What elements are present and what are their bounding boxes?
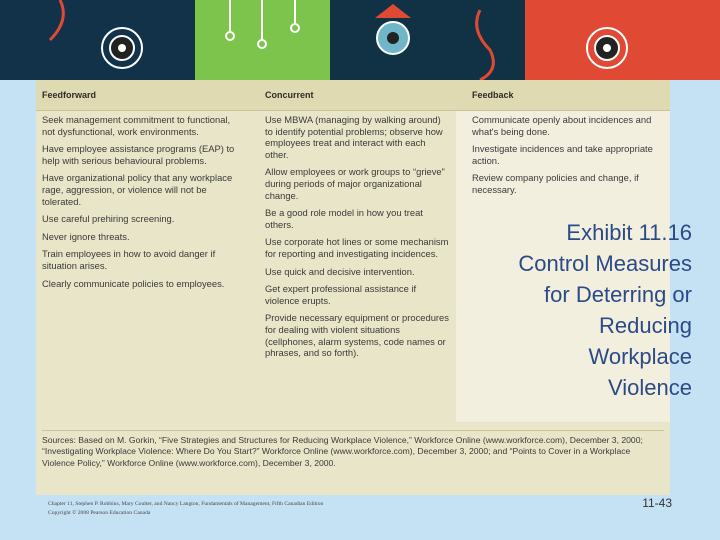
footer-citation-block	[48, 500, 323, 518]
list-item: Have organizational policy that any workplace rage, aggression, or violence will not be tolerated.	[42, 172, 233, 207]
sources-note: Sources: Based on M. Gorkin, “Five Strategies and Structures for Reducing Workplace Violence,” Workforce Online (www.workforce.com), December 3, 2000; “Investigating Workplace Violence: Where Do You Start?” Workforce Online (www.workforce.com), December 3, 2000; and “Points to Cover in a Workplace Violence Policy,” Workforce Online (www.workforce.com), December 3, 2000.	[42, 430, 664, 469]
list-item: Train employees in how to avoid danger if situation arises.	[42, 248, 216, 271]
list-item: Have employee assistance programs (EAP) to help with serious behavioural problems.	[42, 143, 235, 166]
list-item: Provide necessary equipment or procedures for dealing with violent situations (cellphones, alarm systems, code names or phrases, and so forth).	[265, 312, 449, 359]
list-item: Use quick and decisive intervention.	[265, 265, 415, 277]
column-header-feedforward: Feedforward	[42, 90, 97, 100]
footer-copyright: Copyright © 2008 Pearson Education Canada	[48, 510, 151, 516]
list-item: Never ignore threats.	[42, 230, 130, 242]
bullseye-icon	[587, 28, 627, 68]
footer-citation: Chapter 11, Stephen P. Robbins, Mary Coulter, and Nancy Langton, Fundamentals of Management, Fifth Canadian Edition	[48, 501, 324, 507]
list-item: Use MBWA (managing by walking around) to identify potential problems; observe how employees treat and interact with each other.	[265, 114, 443, 160]
list-item: Communicate openly about incidences and what's being done.	[472, 114, 652, 137]
bullseye-icon	[102, 28, 142, 68]
list-item: Use careful prehiring screening.	[42, 213, 175, 225]
exhibit-title: Exhibit 11.16 Control Measures for Deterring or Reducing Workplace Violence	[518, 220, 692, 400]
slide-number: 11-43	[642, 496, 672, 510]
list-item: Be a good role model in how you treat others.	[265, 207, 423, 230]
concurrent-column	[265, 114, 449, 365]
feedback-column	[472, 114, 664, 202]
decorative-banner	[0, 0, 720, 80]
column-header-feedback: Feedback	[472, 90, 514, 100]
table-header-row	[36, 80, 670, 111]
list-item: Allow employees or work groups to “grieve” during periods of major organizational change.	[265, 166, 445, 201]
list-item: Review company policies and change, if necessary.	[472, 172, 639, 195]
bullseye-icon	[375, 4, 411, 54]
lollipop-icon	[226, 0, 299, 48]
list-item: Get expert professional assistance if violence erupts.	[265, 283, 417, 306]
list-item: Investigate incidences and take appropriate action.	[472, 143, 653, 166]
list-item: Clearly communicate policies to employees.	[42, 277, 225, 289]
feedforward-column	[42, 114, 238, 295]
list-item: Use corporate hot lines or some mechanism for reporting and investigating incidences.	[265, 236, 449, 259]
banner-ornaments	[0, 0, 720, 80]
list-item: Seek management commitment to functional, not dysfunctional, work environments.	[42, 114, 231, 137]
column-header-concurrent: Concurrent	[265, 90, 314, 100]
